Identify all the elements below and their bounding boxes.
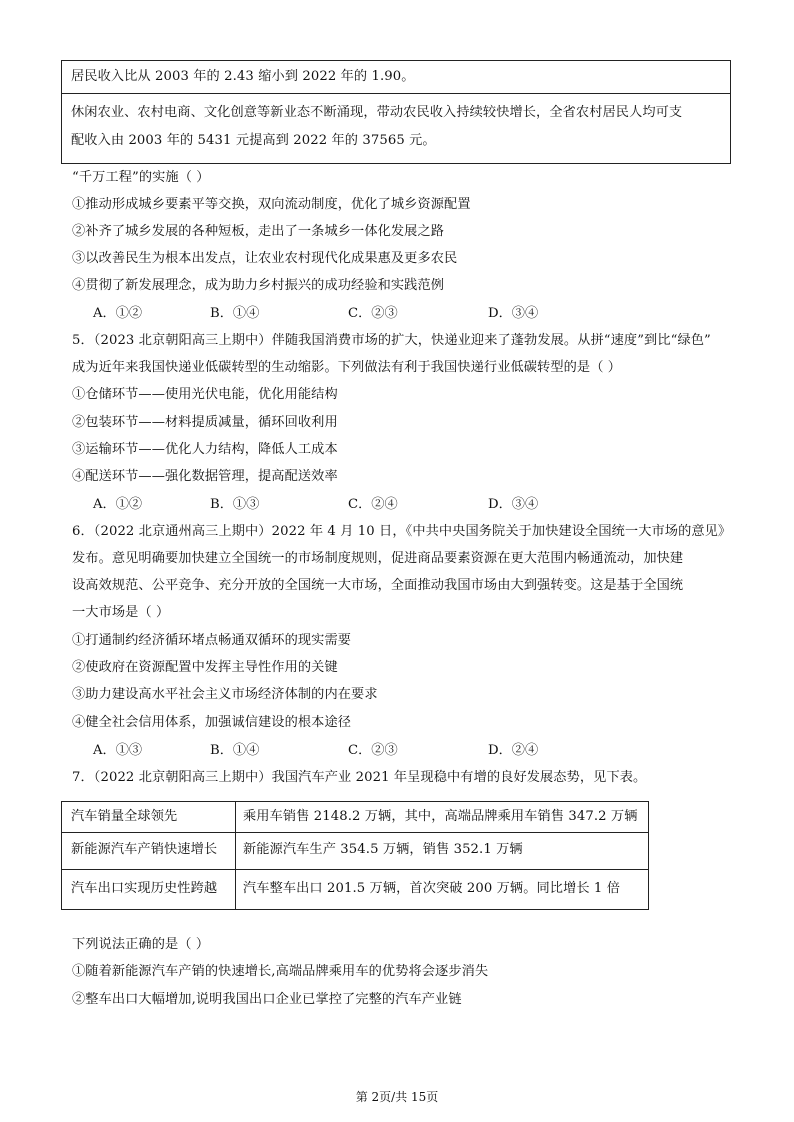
q5-item-3: ③运输环节——优化人力结构，降低人工成本 [72,442,338,457]
table-cell-row-2-value: 新能源汽车生产 354.5 万辆，销售 352.1 万辆 [243,842,523,857]
top-table-row-2-line-1: 休闲农业、农村电商、文化创意等新业态不断涌现，带动农民收入持续较快增长，全省农村居民人均可支 [71,105,683,120]
table-cell-row-1-label: 汽车销量全球领先 [71,809,178,824]
q5-stem-line-1: 5．（2023 北京朝阳高三上期中）伴随我国消费市场的扩大，快递业迎来了蓬勃发展。从拼“速度”到比“绿色” [72,333,711,348]
top-table [61,60,731,164]
q6-stem-line-1: 6．（2022 北京通州高三上期中）2022 年 4 月 10 日，《中共中央国务院关于加快建设全国统一大市场的意见》 [72,524,732,539]
q4-item-3: ③以改善民生为根本出发点，让农业农村现代化成果惠及更多农民 [72,251,458,266]
q7-stem: 7．（2022 北京朝阳高三上期中）我国汽车产业 2021 年呈现稳中有增的良好发展态势，见下表。 [72,770,647,785]
q5-option-b: B．①③ [210,497,260,512]
top-table-row-2-line-2: 配收入由 2003 年的 5431 元提高到 2022 年的 37565 元。 [71,133,436,148]
table-cell-row-3-value: 汽车整车出口 201.5 万辆，首次突破 200 万辆。同比增长 1 倍 [243,881,621,896]
q4-stem: “千万工程”的实施（ ） [72,170,210,185]
q5-option-d: D．③④ [488,497,539,512]
q7-item-2: ②整车出口大幅增加,说明我国出口企业已掌控了完整的汽车产业链 [72,992,462,1007]
q6-item-1: ①打通制约经济循环堵点畅通双循环的现实需要 [72,633,352,648]
table-column-divider [235,802,236,909]
q4-item-4: ④贯彻了新发展理念，成为助力乡村振兴的成功经验和实践范例 [72,278,445,293]
q6-option-a: A．①③ [93,743,143,758]
q5-stem-line-2: 成为近年来我国快递业低碳转型的生动缩影。下列做法有利于我国快递行业低碳转型的是（ ） [72,360,622,375]
table-cell-row-1-value: 乘用车销售 2148.2 万辆，其中，高端品牌乘用车销售 347.2 万辆 [243,809,638,824]
q4-option-d: D．③④ [488,306,539,321]
q4-option-b: B．①④ [210,306,260,321]
q5-item-2: ②包装环节——材料提质减量，循环回收利用 [72,415,338,430]
q6-option-d: D．②④ [488,743,539,758]
q6-item-4: ④健全社会信用体系，加强诚信建设的根本途径 [72,715,352,730]
q6-stem-line-4: 一大市场是（ ） [72,605,170,620]
q6-option-c: C．②③ [348,743,398,758]
top-table-row-1 [62,61,730,94]
q5-option-a: A．①② [93,497,143,512]
q6-stem-line-3: 设高效规范、公平竞争、充分开放的全国统一大市场，全面推动我国市场由大到强转变。这是基于全国统 [72,578,684,593]
q6-item-2: ②使政府在资源配置中发挥主导性作用的关键 [72,660,338,675]
q7-question: 下列说法正确的是（ ） [72,937,210,952]
page-footer: 第 2页/共 15页 [355,1090,439,1104]
top-table-row-1-text: 居民收入比从 2003 年的 2.43 缩小到 2022 年的 1.90。 [71,69,415,84]
car-industry-table [61,801,649,910]
table-row-divider [62,832,648,833]
q4-option-a: A．①② [93,306,143,321]
table-cell-row-2-label: 新能源汽车产销快速增长 [71,842,218,857]
table-cell-row-3-label: 汽车出口实现历史性跨越 [71,881,218,896]
q6-item-3: ③助力建设高水平社会主义市场经济体制的内在要求 [72,687,378,702]
q4-item-2: ②补齐了城乡发展的各种短板，走出了一条城乡一体化发展之路 [72,224,445,239]
q6-option-b: B．①④ [210,743,260,758]
table-row-divider [62,869,648,870]
q5-item-1: ①仓储环节——使用光伏电能，优化用能结构 [72,387,338,402]
q4-option-c: C．②③ [348,306,398,321]
q5-item-4: ④配送环节——强化数据管理，提高配送效率 [72,469,338,484]
q4-item-1: ①推动形成城乡要素平等交换，双向流动制度，优化了城乡资源配置 [72,197,471,212]
q6-stem-line-2: 发布。意见明确要加快建立全国统一的市场制度规则，促进商品要素资源在更大范围内畅通流动，加快建 [72,551,684,566]
q7-item-1: ①随着新能源汽车产销的快速增长,高端品牌乘用车的优势将会逐步消失 [72,964,489,979]
q5-option-c: C．②④ [348,497,398,512]
